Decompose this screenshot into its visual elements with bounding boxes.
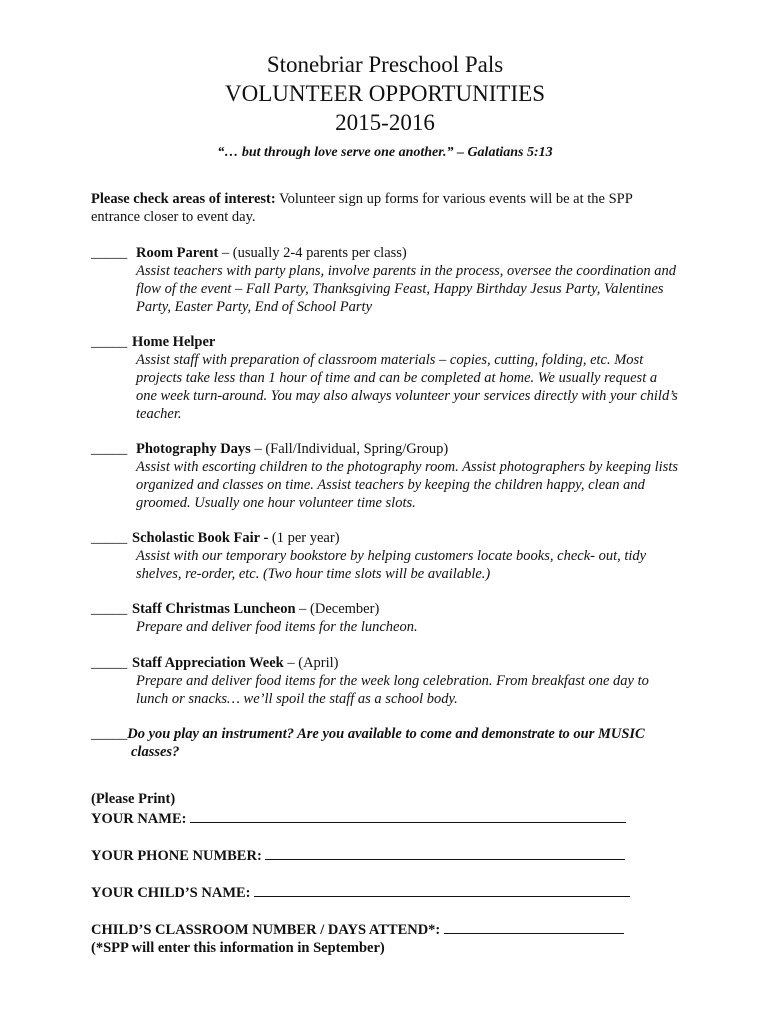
option-name: Photography Days bbox=[136, 441, 251, 457]
option-note: – (December) bbox=[295, 601, 380, 617]
option-note: – (usually 2-4 parents per class) bbox=[218, 245, 407, 261]
intro-lead: Please check areas of interest: bbox=[91, 191, 276, 207]
form-header bbox=[0, 50, 770, 161]
phone-input-line[interactable] bbox=[265, 845, 625, 860]
phone-label: YOUR PHONE NUMBER: bbox=[91, 848, 262, 864]
footnote: (*SPP will enter this information in September) bbox=[91, 940, 385, 956]
checkbox-blank[interactable]: _____ bbox=[91, 441, 128, 457]
classroom-input-line[interactable] bbox=[444, 919, 624, 934]
classroom-label: CHILD’S CLASSROOM NUMBER / DAYS ATTEND*: bbox=[91, 922, 441, 938]
option-name: Room Parent bbox=[136, 245, 219, 261]
child-name-input-line[interactable] bbox=[254, 882, 630, 897]
option-note: (1 per year) bbox=[268, 530, 340, 546]
option-description: Prepare and deliver food items for the week long celebration. From breakfast one day to lunch or snacks… we’ll spoil the staff as a school body. bbox=[136, 673, 649, 707]
contact-fields bbox=[91, 790, 691, 957]
option-description: Assist with our temporary bookstore by helping customers locate books, check- out, tidy shelves, re-order, etc. (Two hour time slots will be available.) bbox=[136, 548, 647, 582]
org-name: Stonebriar Preschool Pals bbox=[266, 52, 504, 77]
checkbox-blank[interactable]: _____ bbox=[91, 655, 128, 671]
option-home-helper bbox=[91, 333, 691, 423]
option-name: Staff Appreciation Week bbox=[132, 655, 284, 671]
print-note: (Please Print) bbox=[91, 791, 176, 807]
option-note: – (Fall/Individual, Spring/Group) bbox=[250, 441, 449, 457]
checkbox-blank[interactable]: _____ bbox=[91, 530, 128, 546]
option-name: Scholastic Book Fair - bbox=[132, 530, 269, 546]
option-description: Assist with escorting children to the photography room. Assist photographers by keeping lists organized and classes on time. Assist teachers by keeping the children happy, clean and groomed. Usually one hour volunteer time slots. bbox=[136, 459, 678, 511]
music-question-line2: classes? bbox=[131, 744, 180, 760]
classroom-row bbox=[91, 919, 691, 939]
intro-text: Volunteer sign up forms for various events will be at the SPP entrance closer to event day. bbox=[91, 191, 633, 225]
checkbox-blank[interactable]: _____ bbox=[91, 245, 128, 261]
option-christmas-luncheon bbox=[91, 600, 691, 636]
child-name-row bbox=[91, 882, 691, 902]
checkbox-blank[interactable]: _____ bbox=[91, 334, 128, 350]
music-question-line1: Do you play an instrument? Are you available to come and demonstrate to our MUSIC bbox=[127, 726, 645, 742]
option-photography-days bbox=[91, 440, 691, 512]
child-name-label: YOUR CHILD’S NAME: bbox=[91, 885, 251, 901]
option-book-fair bbox=[91, 529, 691, 583]
option-name: Home Helper bbox=[132, 334, 216, 350]
option-description: Prepare and deliver food items for the luncheon. bbox=[136, 619, 418, 635]
bible-verse: “… but through love serve one another.” – Galatians 5:13 bbox=[217, 145, 553, 160]
phone-row bbox=[91, 845, 691, 865]
checkbox-blank[interactable]: _____ bbox=[91, 601, 128, 617]
music-question bbox=[91, 725, 691, 761]
option-appreciation-week bbox=[91, 654, 691, 708]
option-room-parent bbox=[91, 244, 691, 316]
school-year: 2015-2016 bbox=[335, 110, 435, 135]
option-note: – (April) bbox=[283, 655, 339, 671]
option-description: Assist staff with preparation of classroom materials – copies, cutting, folding, etc. Most projects take less than 1 hour of time and can be completed at home. We usually request a one week turn-around. You may also always volunteer your services directly with your child’s teacher. bbox=[136, 352, 678, 422]
checkbox-blank[interactable]: _____ bbox=[91, 726, 128, 742]
intro-paragraph bbox=[91, 190, 681, 226]
option-name: Staff Christmas Luncheon bbox=[132, 601, 296, 617]
name-row bbox=[91, 808, 691, 828]
name-input-line[interactable] bbox=[190, 808, 626, 823]
option-description: Assist teachers with party plans, involve parents in the process, oversee the coordination and flow of the event – Fall Party, Thanksgiving Feast, Happy Birthday Jesus Party, Valentines Party, Easter Party, End of School Party bbox=[136, 263, 677, 315]
name-label: YOUR NAME: bbox=[91, 811, 187, 827]
form-title: VOLUNTEER OPPORTUNITIES bbox=[225, 81, 545, 106]
